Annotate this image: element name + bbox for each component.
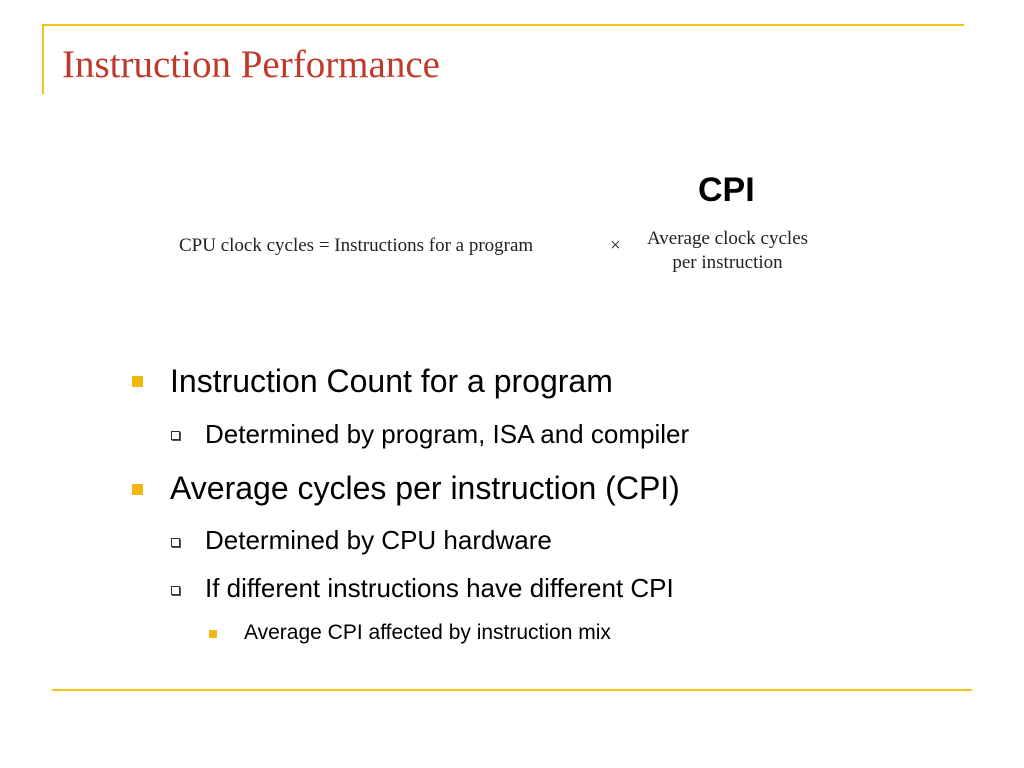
- hollow-square-bullet-icon: [171, 538, 180, 547]
- slide-title: Instruction Performance: [62, 43, 440, 86]
- square-bullet-icon: [132, 376, 143, 387]
- frame-bottom-rule: [52, 689, 972, 691]
- sub-bullet-item: Determined by CPU hardware: [205, 525, 552, 555]
- formula-rhs-line1: Average clock cycles: [646, 228, 809, 249]
- bullet-item: Average cycles per instruction (CPI): [170, 470, 680, 506]
- small-square-bullet-icon: [209, 630, 217, 638]
- sub-sub-bullet-item: Average CPI affected by instruction mix: [244, 621, 611, 644]
- frame-left-rule: [42, 24, 44, 94]
- sub-bullet-item: If different instructions have different CPI: [205, 573, 674, 603]
- square-bullet-icon: [132, 484, 143, 495]
- formula-rhs: [630, 227, 825, 275]
- frame-top-rule: [42, 24, 964, 26]
- bullet-item: Instruction Count for a program: [170, 363, 613, 399]
- formula-rhs-line2: per instruction: [672, 252, 783, 273]
- formula-lhs: CPU clock cycles = Instructions for a program: [179, 235, 534, 256]
- cpi-label: CPI: [698, 171, 755, 209]
- sub-bullet-item: Determined by program, ISA and compiler: [205, 419, 690, 449]
- hollow-square-bullet-icon: [171, 431, 180, 440]
- hollow-square-bullet-icon: [171, 586, 180, 595]
- formula-operator: ×: [610, 235, 621, 256]
